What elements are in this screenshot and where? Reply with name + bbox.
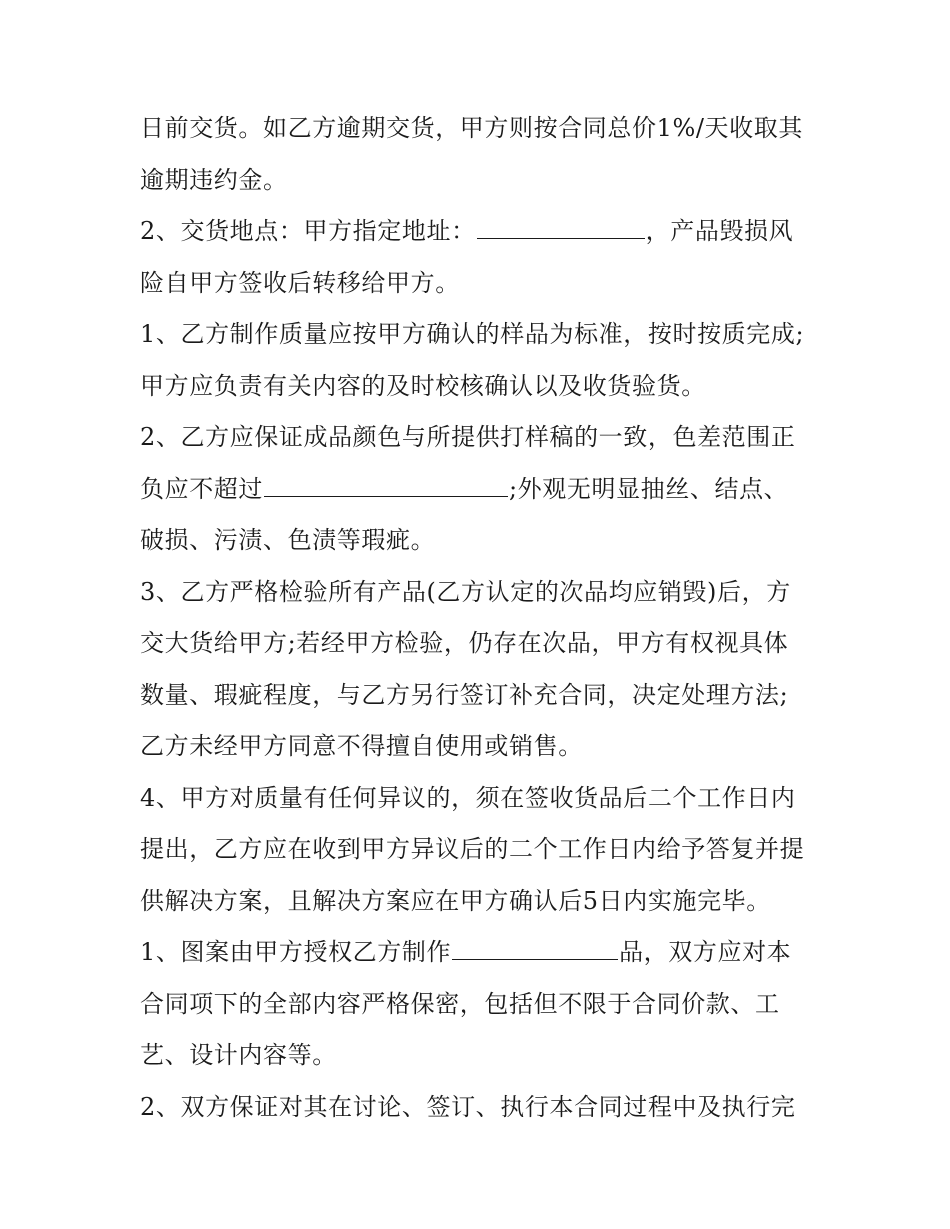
text-line: 供解决方案，且解决方案应在甲方确认后5日内实施完毕。 [140, 886, 771, 915]
text-line-color-tolerance [140, 469, 840, 521]
text-line: 合同项下的全部内容严格保密，包括但不限于合同价款、工 [140, 989, 780, 1018]
text-segment: 品，双方应对本 [619, 938, 792, 966]
text-line: 逾期违约金。 [140, 165, 288, 194]
text-line-delivery-location [140, 211, 840, 263]
text-line: 2、乙方应保证成品颜色与所提供打样稿的一致，色差范围正 [140, 423, 796, 451]
contract-text [140, 108, 840, 1138]
text-line-pattern-authorization [140, 932, 840, 984]
text-line: 乙方未经甲方同意不得擅自使用或销售。 [140, 732, 583, 760]
text-segment: ，产品毁损风 [645, 217, 794, 245]
text-line: 破损、污渍、色渍等瑕疵。 [140, 526, 436, 554]
product-blank-field [452, 933, 618, 960]
text-line: 艺、设计内容等。 [140, 1041, 337, 1069]
text-line: 2、双方保证对其在讨论、签订、执行本合同过程中及执行完 [140, 1092, 796, 1121]
text-line: 1、乙方制作质量应按甲方确认的样品为标准，按时按质完成; [140, 320, 805, 348]
text-line: 3、乙方严格检验所有产品(乙方认定的次品均应销毁)后，方 [140, 577, 791, 606]
text-line: 数量、瑕疵程度，与乙方另行签订补充合同，决定处理方法; [140, 680, 789, 709]
text-line: 提出，乙方应在收到甲方异议后的二个工作日内给予答复并提 [140, 835, 805, 863]
text-line: 险自甲方签收后转移给甲方。 [140, 268, 460, 297]
text-segment: 1、图案由甲方授权乙方制作 [140, 938, 452, 966]
text-line: 甲方应负责有关内容的及时校核确认以及收货验货。 [140, 371, 706, 400]
text-segment: ;外观无明显抽丝、结点、 [509, 474, 789, 503]
text-line: 4、甲方对质量有任何异议的，须在签收货品后二个工作日内 [140, 783, 796, 812]
address-blank-field [477, 212, 645, 239]
text-segment: 负应不超过 [140, 474, 263, 503]
text-line: 交大货给甲方;若经甲方检验，仍存在次品，甲方有权视具体 [140, 629, 789, 657]
text-line: 日前交货。如乙方逾期交货，甲方则按合同总价1%/天收取其 [140, 114, 803, 142]
color-tolerance-blank-field [264, 470, 508, 497]
text-segment: 2、交货地点：甲方指定地址： [140, 217, 476, 245]
